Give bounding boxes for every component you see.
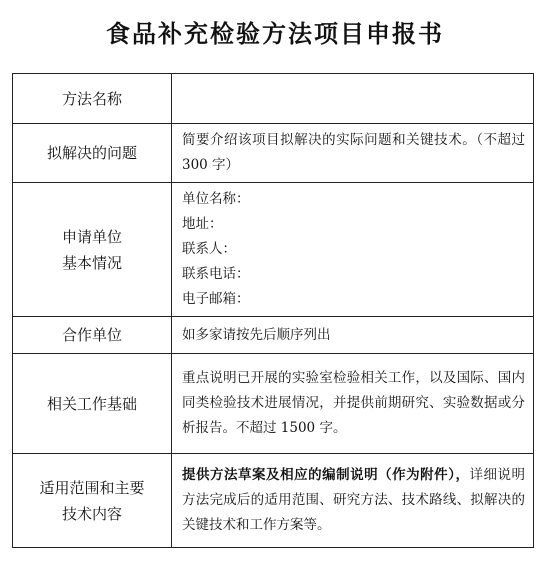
partners-description: 如多家请按先后顺序列出 [172, 317, 534, 354]
contact-phone-field: 联系电话： [182, 266, 250, 282]
scope-content-label-line-2: 技术内容 [61, 504, 122, 523]
applicant-info-label-line-1: 申请单位 [61, 227, 122, 246]
problem-label: 拟解决的问题 [13, 124, 172, 183]
applicant-info-label [13, 183, 172, 317]
row-work-foundation [13, 354, 534, 454]
applicant-info-label-line-2: 基本情况 [61, 253, 122, 272]
scope-content-label-line-1: 适用范围和主要 [39, 478, 145, 497]
scope-content-label [13, 454, 172, 548]
row-scope-content [13, 454, 534, 548]
contact-person-field: 联系人： [182, 241, 236, 257]
row-partners [13, 317, 534, 354]
scope-content-description [172, 454, 534, 548]
work-foundation-description: 重点说明已开展的实验室检验相关工作，以及国际、国内同类检验技术进展情况，并提供前期研究、实验数据或分析报告。不超过 1500 字。 [172, 354, 534, 454]
partners-label: 合作单位 [13, 317, 172, 354]
row-method-name [13, 74, 534, 124]
row-applicant-info [13, 183, 534, 317]
method-name-value [172, 74, 534, 124]
applicant-info-fields [172, 183, 534, 317]
scope-content-emphasis: 提供方法草案及相应的编制说明（作为附件）， [182, 467, 470, 483]
unit-name-field: 单位名称： [182, 191, 250, 207]
address-field: 地址： [182, 216, 223, 232]
method-name-label: 方法名称 [13, 74, 172, 124]
scope-content-detail: 详细说明方法完成后的适用范围、研究方法、技术路线、拟解决的关键技术和工作方案等。 [182, 467, 526, 533]
application-form-table [12, 73, 534, 548]
email-field: 电子邮箱： [182, 291, 250, 307]
problem-description: 简要介绍该项目拟解决的实际问题和关键技术。（不超过 300 字） [172, 124, 534, 183]
row-problem [13, 124, 534, 183]
work-foundation-label: 相关工作基础 [13, 354, 172, 454]
document-title: 食品补充检验方法项目申报书 [106, 20, 444, 48]
